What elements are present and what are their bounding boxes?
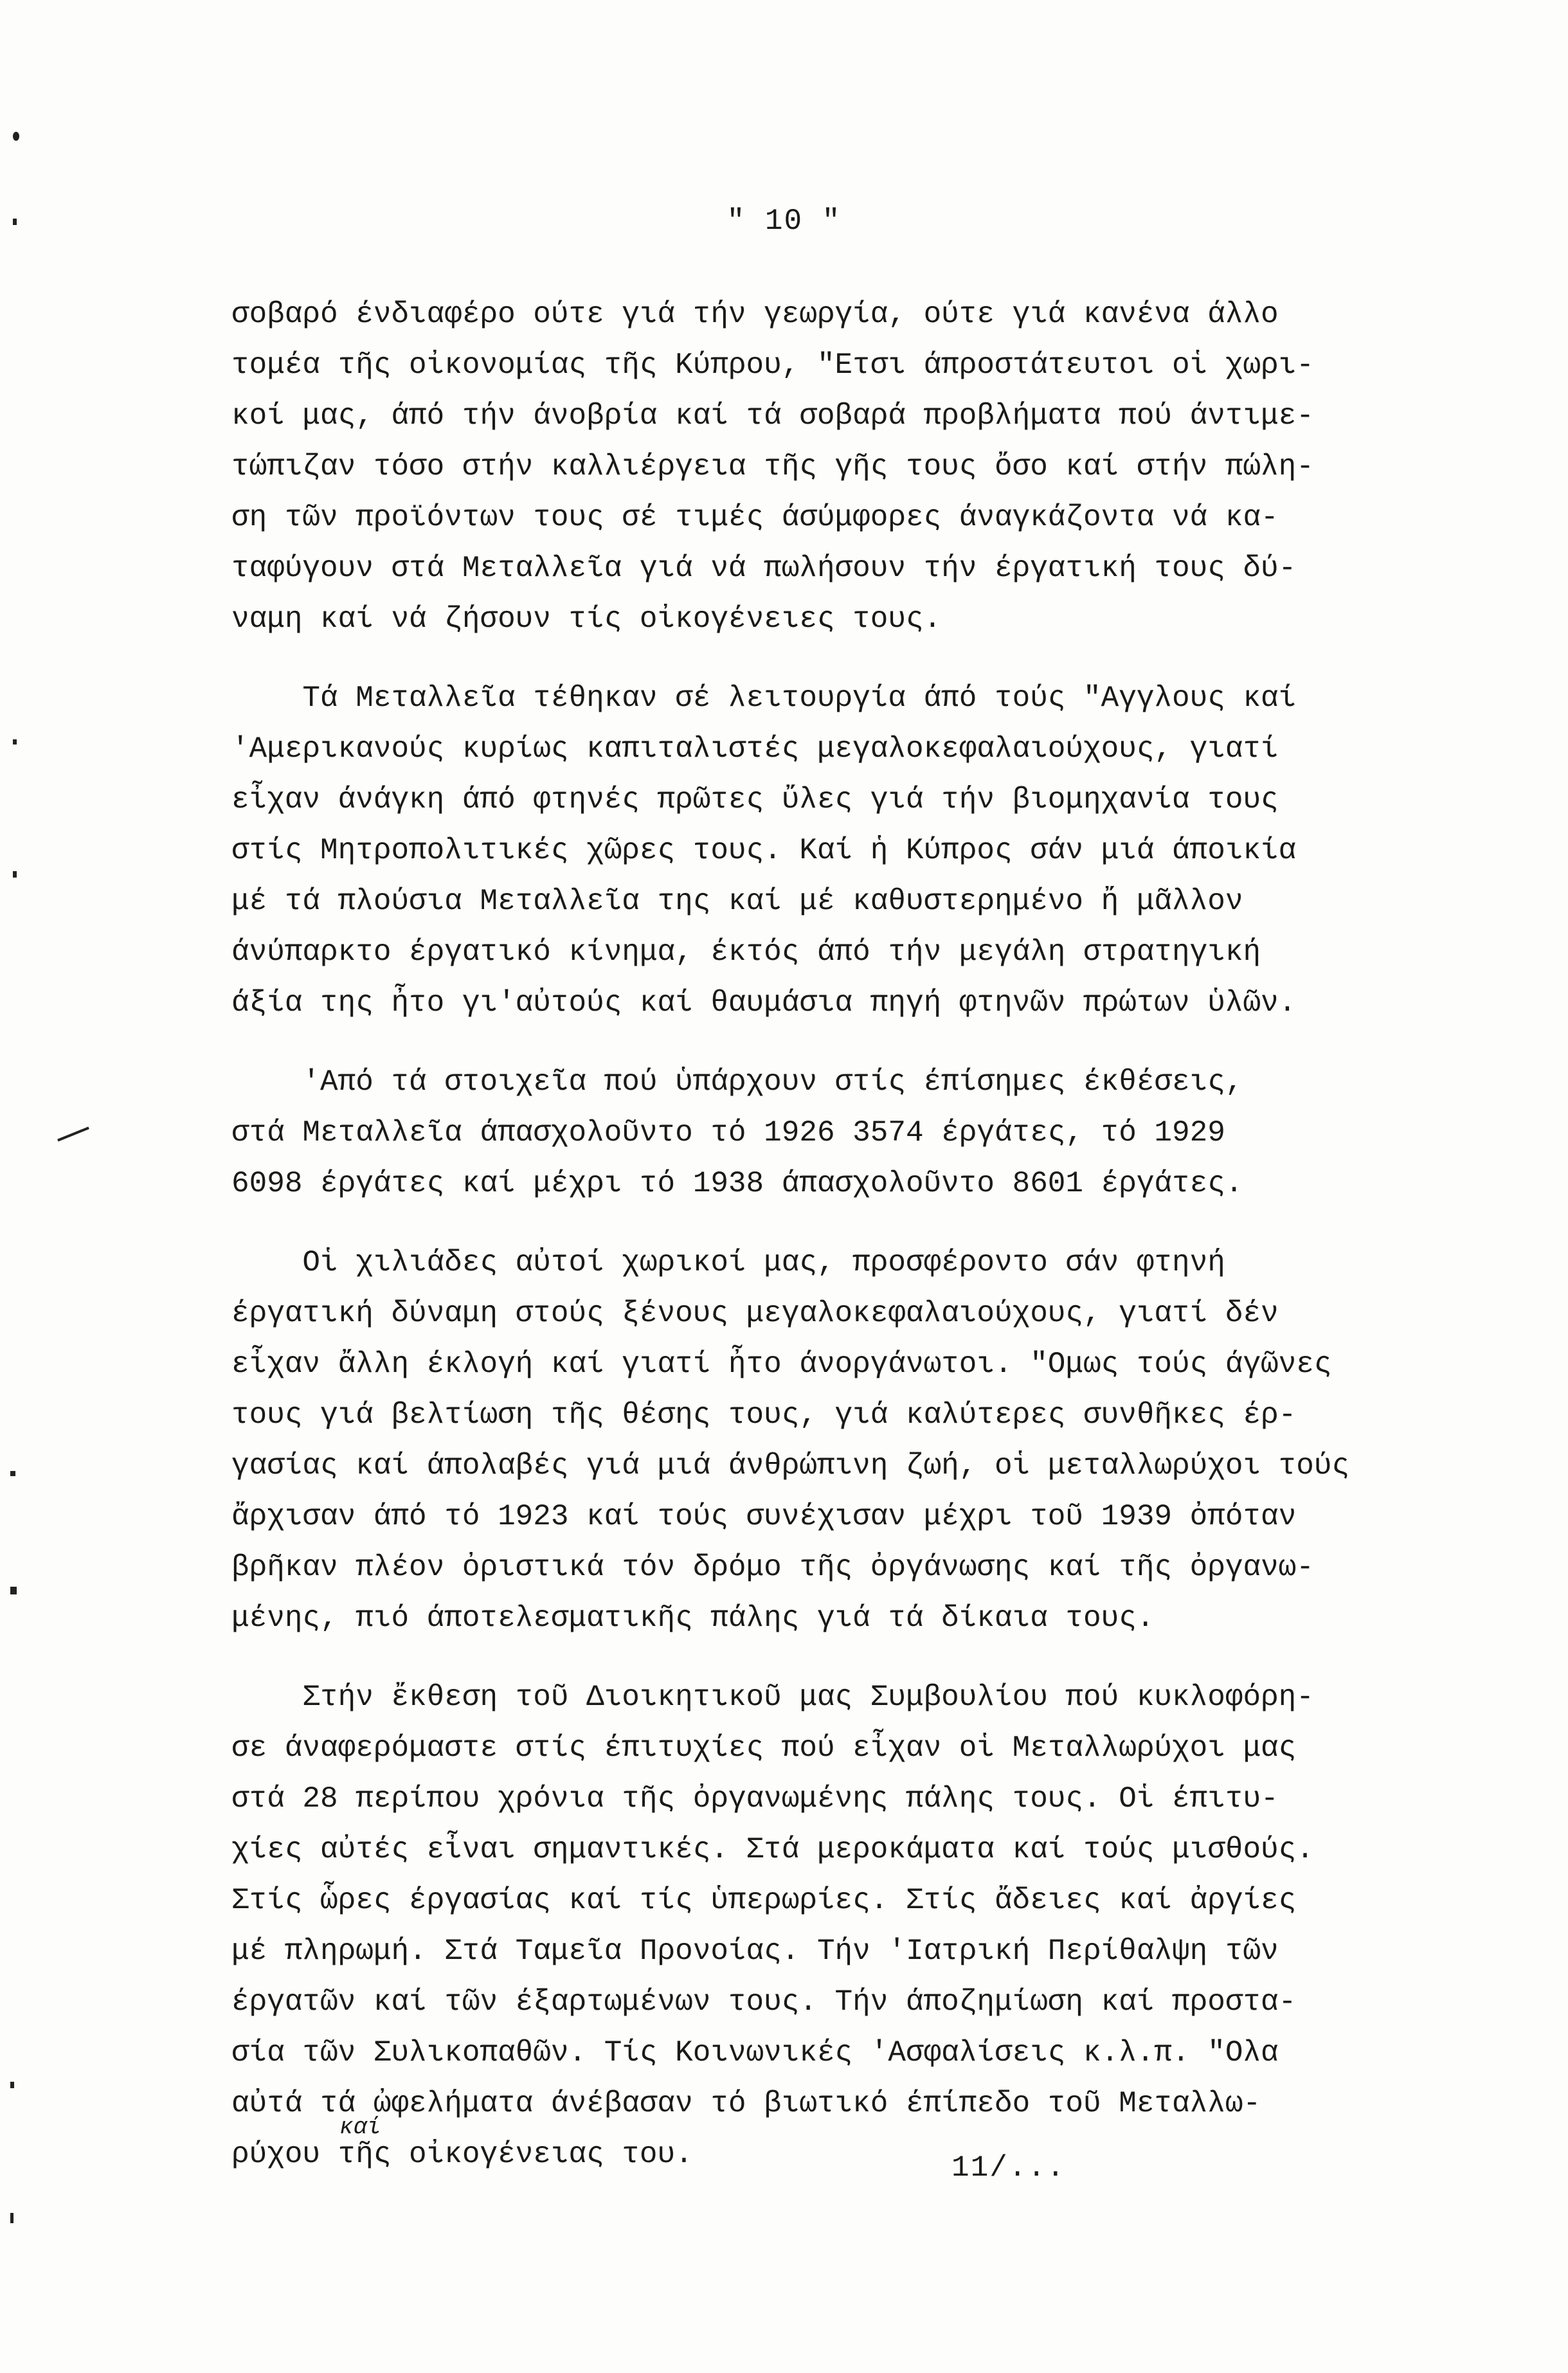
- text-line: άξία της ἦτο γι'αὐτούς καί θαυμάσια πηγή φτηνῶν πρώτων ὑλῶν.: [231, 986, 1297, 1020]
- body-text: [231, 289, 1491, 2180]
- text-line: τώπιζαν τόσο στήν καλλιέργεια τῆς γῆς τους ὄσο καί στήν πώλη-: [231, 450, 1314, 483]
- paragraph-spacer: [231, 1029, 1491, 1057]
- text-line: μένης, πιό άποτελεσματικῆς πάλης γιά τά δίκαια τους.: [231, 1602, 1155, 1635]
- text-line: σοβαρό ένδιαφέρο ούτε γιά τήν γεωργία, ούτε γιά κανένα άλλο: [231, 298, 1279, 331]
- text-line: μέ τά πλούσια Μεταλλεῖα της καί μέ καθυστερημένο ἤ μᾶλλον: [231, 885, 1243, 918]
- text-line: στά 28 περίπου χρόνια τῆς ὀργανωμένης πάλης τους. Οἱ έπιτυ-: [231, 1782, 1279, 1816]
- text-line: ἄρχισαν άπό τό 1923 καί τούς συνέχισαν μέχρι τοῦ 1939 ὀπόταν: [231, 1500, 1297, 1533]
- text-line: στά Μεταλλεῖα άπασχολοῦντο τό 1926 3574 έργάτες, τό 1929: [231, 1116, 1225, 1150]
- paragraph: [231, 673, 1491, 1029]
- page-number: " 10 ": [726, 204, 842, 238]
- text-line: Στήν ἔκθεση τοῦ Διοικητικοῦ μας Συμβουλίου πού κυκλοφόρη-: [231, 1681, 1314, 1714]
- text-line: στίς Μητροπολιτικές χῶρες τους. Καί ἡ Κύπρος σάν μιά άποικία: [231, 834, 1297, 867]
- scan-speck: [13, 871, 17, 878]
- text-line: βρῆκαν πλέον ὀριστικά τόν δρόμο τῆς ὀργάνωσης καί τῆς ὀργανω-: [231, 1551, 1314, 1584]
- scan-speck: [10, 1471, 15, 1476]
- paragraph: [231, 1057, 1491, 1209]
- paragraph: [231, 1672, 1491, 2180]
- text-line: ναμη καί νά ζήσουν τίς οἰκογένειες τους.: [231, 602, 942, 636]
- text-line: Οἱ χιλιάδες αὐτοί χωρικοί μας, προσφέροντο σάν φτηνή: [231, 1246, 1225, 1279]
- text-line: άνύπαρκτο έργατικό κίνημα, έκτός άπό τήν μεγάλη στρατηγική: [231, 935, 1261, 969]
- text-line: 'Από τά στοιχεῖα πού ὑπάρχουν στίς έπίσημες έκθέσεις,: [231, 1065, 1243, 1099]
- text-line: 'Αμερικανούς κυρίως καπιταλιστές μεγαλοκεφαλαιούχους, γιατί: [231, 732, 1279, 766]
- text-line: τομέα τῆς οἰκονομίας τῆς Κύπρου, "Ετσι άπροστάτευτοι οἱ χωρι-: [231, 348, 1314, 382]
- text-line: Στίς ὧρες έργασίας καί τίς ὑπερωρίες. Στίς ἄδειες καί ἀργίες: [231, 1884, 1297, 1917]
- text-line: ση τῶν προϊόντων τους σέ τιμές άσύμφορες άναγκάζοντα νά κα-: [231, 501, 1279, 534]
- text-line: εἶχαν άνάγκη άπό φτηνές πρῶτες ὔλες γιά τήν βιομηχανία τους: [231, 783, 1279, 817]
- paragraph-spacer: [231, 645, 1491, 673]
- handwritten-insert: καί: [339, 2114, 381, 2140]
- text-line: μέ πληρωμή. Στά Ταμεῖα Προνοίας. Τήν 'Ιατρική Περίθαλψη τῶν: [231, 1935, 1279, 1968]
- text-line: ταφύγουν στά Μεταλλεῖα γιά νά πωλήσουν τήν έργατική τους δύ-: [231, 552, 1297, 585]
- text-line: 6098 έργάτες καί μέχρι τό 1938 άπασχολοῦντο 8601 έργάτες.: [231, 1167, 1243, 1200]
- scan-speck: [57, 1126, 89, 1141]
- scan-speck: [13, 739, 17, 744]
- paragraph-spacer: [231, 1644, 1491, 1672]
- text-line: τους γιά βελτίωση τῆς θέσης τους, γιά καλύτερες συνθῆκες έρ-: [231, 1398, 1297, 1432]
- scan-speck: [10, 2082, 14, 2088]
- text-line: κοί μας, άπό τήν άνοβρία καί τά σοβαρά προβλήματα πού άντιμε-: [231, 399, 1314, 433]
- text-line: αὐτά τά ὠφελήματα άνέβασαν τό βιωτικό έπίπεδο τοῦ Μεταλλω-: [231, 2087, 1261, 2120]
- text-line: εἶχαν ἄλλη έκλογή καί γιατί ἦτο άνοργάνωτοι. "Ομως τούς άγῶνες: [231, 1348, 1332, 1381]
- text-line: σία τῶν Συλικοπαθῶν. Τίς Κοινωνικές 'Ασφαλίσεις κ.λ.π. "Ολα: [231, 2036, 1279, 2070]
- paragraph: [231, 289, 1491, 645]
- text-line: ρύχου τῆς οἰκογένειας του.: [231, 2138, 693, 2171]
- paragraph-spacer: [231, 1209, 1491, 1238]
- scan-speck: [13, 132, 19, 141]
- text-line: έργατῶν καί τῶν έξαρτωμένων τους. Τήν άποζημίωση καί προστα-: [231, 1985, 1297, 2019]
- paragraph: [231, 1238, 1491, 1644]
- text-line: έργατική δύναμη στούς ξένους μεγαλοκεφαλαιούχους, γιατί δέν: [231, 1297, 1279, 1330]
- continuation-marker: 11/...: [951, 2151, 1066, 2185]
- scan-speck: [10, 1587, 17, 1594]
- text-line: σε άναφερόμαστε στίς έπιτυχίες πού εἶχαν οἱ Μεταλλωρύχοι μας: [231, 1731, 1297, 1765]
- text-line: χίες αὐτές εἶναι σημαντικές. Στά μεροκάματα καί τούς μισθούς.: [231, 1833, 1314, 1866]
- text-line: γασίας καί άπολαβές γιά μιά άνθρώπινη ζωή, οἱ μεταλλωρύχοι τούς: [231, 1449, 1350, 1483]
- scan-speck: [10, 2213, 14, 2223]
- text-line: Τά Μεταλλεῖα τέθηκαν σέ λειτουργία άπό τούς "Αγγλους καί: [231, 681, 1297, 715]
